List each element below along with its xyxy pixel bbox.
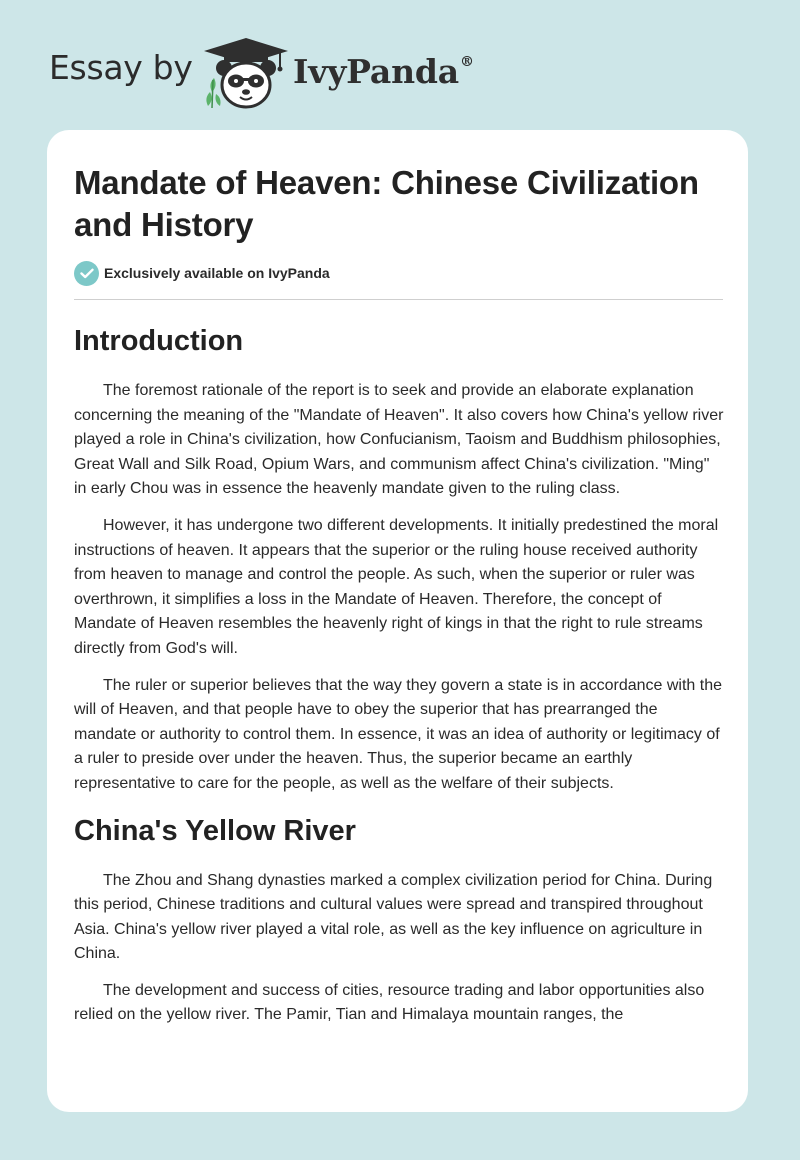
paragraph: The Zhou and Shang dynasties marked a complex civilization period for China. During this period, Chinese traditions and cultural values were spread and transpired throughout Asia. China's yellow river played a vital role, as well as the key influence on agriculture in China. — [74, 871, 713, 963]
article-title: Mandate of Heaven: Chinese Civilization and History — [74, 164, 699, 243]
site-header — [0, 0, 800, 130]
paragraph: The development and success of cities, resource trading and labor opportunities also relied on the yellow river. The Pamir, Tian and Himalaya mountain ranges, the — [74, 981, 705, 1024]
paragraph: However, it has undergone two different developments. It initially predestined the moral instructions of heaven. It appears that the superior or the ruling house received authority from heaven to manage and control the people. As such, when the superior or ruler was overthrown, it simplifies a loss in the Mandate of Heaven. Therefore, the concept of Mandate of Heaven resembles the heavenly right of kings in that the right to rule streams directly from God's will. — [74, 516, 719, 657]
check-circle-icon — [74, 261, 99, 286]
exclusive-label: Exclusively available on IvyPanda — [104, 265, 330, 281]
section-heading-introduction: Introduction — [74, 325, 244, 357]
divider — [74, 299, 723, 300]
ivypanda-logo-text[interactable]: IvyPanda® — [293, 52, 474, 91]
essay-by-label: Essay by — [49, 48, 193, 87]
article-card — [47, 130, 748, 1112]
registered-mark: ® — [459, 54, 474, 70]
article-content — [74, 162, 724, 1028]
section-heading-yellow-river: China's Yellow River — [74, 814, 356, 847]
paragraph: The foremost rationale of the report is to seek and provide an elaborate explanation concerning the meaning of the "Mandate of Heaven". It also covers how China's yellow river played a role in China's civilization, how Confucianism, Taoism and Buddhism philosophies, Great Wall and Silk Road, Opium Wars, and communism affect China's civilization. "Ming" in early Chou was in essence the heavenly mandate given to the ruling class. — [74, 382, 724, 498]
panda-logo-icon[interactable] — [200, 36, 292, 110]
exclusive-badge — [74, 260, 724, 286]
paragraph: The ruler or superior believes that the way they govern a state is in accordance with the will of Heaven, and that people have to obey the superior that has prearranged the mandate or authority to control them. In essence, it was an idea of authority or legitimacy of a ruler to preside over under the heaven. Thus, the superior became an earthly representative to care for the people, as well as the welfare of their subjects. — [74, 676, 722, 792]
